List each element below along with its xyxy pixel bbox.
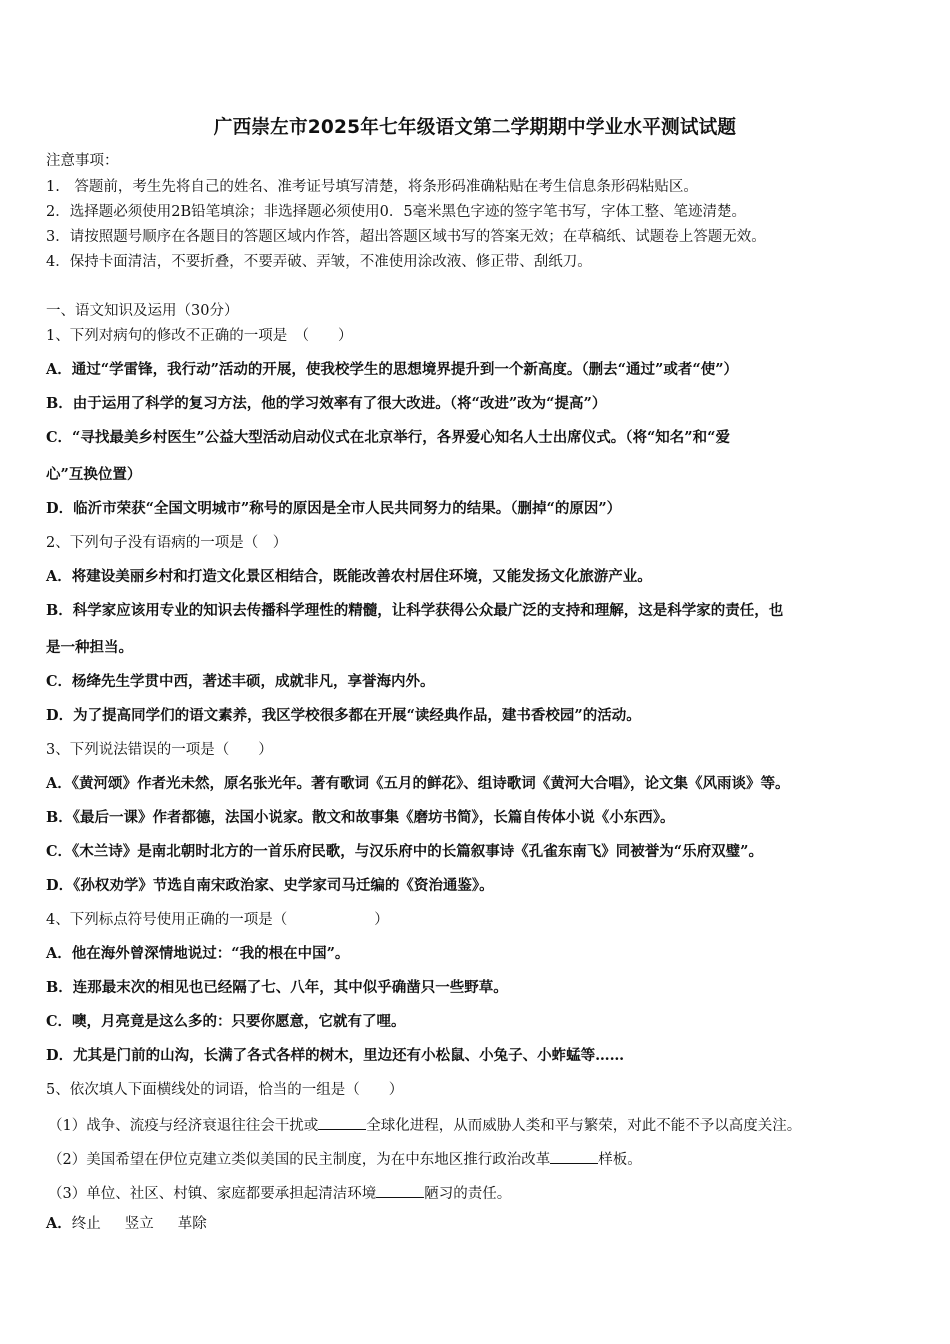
option-a-word-1: 终止 (71, 1216, 101, 1232)
question-2-option-b-continued: 是一种担当。 (46, 639, 133, 656)
question-1-option-d: D．临沂市荣获“全国文明城市”称号的原因是全市人民共同努力的结果。（删掉“的原因”） (46, 500, 622, 517)
question-5-stem: 5、依次填人下面横线处的词语，恰当的一组是（ ） (46, 1082, 404, 1098)
question-3-option-d: D．《孙权劝学》节选自南宋政治家、史学家司马迁编的《资治通鉴》。 (46, 877, 494, 894)
option-a-label: A． (46, 1215, 72, 1232)
question-3-option-b: B．《最后一课》作者都德，法国小说家。散文和故事集《磨坊书简》，长篇自传体小说《小东西》。 (46, 809, 675, 826)
fill-blank (550, 1149, 598, 1164)
question-1-option-a: A．通过“学雷锋，我行动”活动的开展，使我校学生的思想境界提升到一个新高度。（删去“通过”或者“使”） (46, 361, 739, 378)
note-item-1: 1. 答题前，考生先将自己的姓名、准考证号填写清楚，将条形码准确粘贴在考生信息条形码粘贴区。 (46, 179, 698, 195)
sentence-3-before-blank: （3）单位、社区、村镇、家庭都要承担起清洁环境 (48, 1186, 377, 1202)
question-5-option-a (46, 1215, 207, 1233)
fill-blank (318, 1115, 366, 1130)
option-a-word-2: 竖立 (124, 1216, 154, 1232)
question-4-stem: 4、下列标点符号使用正确的一项是（ ） (46, 912, 389, 928)
question-5-sentence-1 (48, 1115, 801, 1135)
question-3-option-a: A．《黄河颂》作者光未然，原名张光年。著有歌词《五月的鲜花》、组诗歌词《黄河大合唱》，论文集《风雨谈》等。 (46, 775, 790, 792)
question-1-option-b: B．由于运用了科学的复习方法，他的学习效率有了很大改进。（将“改进”改为“提高”） (46, 395, 607, 412)
notes-heading: 注意事项： (46, 153, 119, 169)
question-3-stem: 3、下列说法错误的一项是（ ） (46, 742, 273, 758)
sentence-1-after-blank: 全球化进程，从而威胁人类和平与繁荣，对此不能不予以高度关注。 (366, 1118, 802, 1134)
question-5-sentence-2 (48, 1149, 642, 1169)
sentence-2-after-blank: 样板。 (598, 1152, 642, 1168)
question-4-option-a: A．他在海外曾深情地说过：“我的根在中国”。 (46, 945, 350, 962)
fill-blank (376, 1183, 424, 1198)
question-2-option-d: D．为了提高同学们的语文素养，我区学校很多都在开展“读经典作品，建书香校园”的活动。 (46, 707, 641, 724)
page-title: 广西崇左市2025年七年级语文第二学期期中学业水平测试试题 (213, 116, 737, 138)
option-a-word-3: 革除 (177, 1216, 207, 1232)
note-item-3: 3．请按照题号顺序在各题目的答题区域内作答，超出答题区域书写的答案无效；在草稿纸、试题卷上答题无效。 (46, 229, 766, 245)
question-4-option-b: B．连那最末次的相见也已经隔了七、八年，其中似乎确凿只一些野草。 (46, 979, 508, 996)
question-3-option-c: C．《木兰诗》是南北朝时北方的一首乐府民歌，与汉乐府中的长篇叙事诗《孔雀东南飞》同被誉为“乐府双璧”。 (46, 843, 763, 860)
question-2-stem: 2、下列句子没有语病的一项是（ ） (46, 535, 288, 551)
note-item-2: 2．选择题必须使用2B铅笔填涂；非选择题必须使用0．5毫米黑色字迹的签字笔书写，字体工整、笔迹清楚。 (46, 204, 747, 220)
question-1-option-c: C．“寻找最美乡村医生”公益大型活动启动仪式在北京举行，各界爱心知名人士出席仪式。（将“知名”和“爱 (46, 429, 730, 446)
section-heading: 一、语文知识及运用（30分） (46, 303, 239, 319)
note-item-4: 4．保持卡面清洁，不要折叠，不要弄破、弄皱，不准使用涂改液、修正带、刮纸刀。 (46, 254, 592, 270)
question-4-option-d: D．尤其是门前的山沟，长满了各式各样的树木，里边还有小松鼠、小兔子、小蚱蜢等…… (46, 1047, 625, 1064)
question-2-option-a: A．将建设美丽乡村和打造文化景区相结合，既能改善农村居住环境，又能发扬文化旅游产业。 (46, 568, 652, 585)
sentence-1-before-blank: （1）战争、流疫与经济衰退往往会干扰或 (48, 1118, 319, 1134)
question-1-stem: 1、下列对病句的修改不正确的一项是 （ ） (46, 328, 353, 344)
question-2-option-b: B．科学家应该用专业的知识去传播科学理性的精髓，让科学获得公众最广泛的支持和理解，这是科学家的责任，也 (46, 602, 784, 619)
question-4-option-c: C．噢，月亮竟是这么多的：只要你愿意，它就有了哩。 (46, 1013, 406, 1030)
question-1-option-c-continued: 心”互换位置） (46, 466, 142, 483)
sentence-3-after-blank: 陋习的责任。 (424, 1186, 512, 1202)
sentence-2-before-blank: （2）美国希望在伊位克建立类似美国的民主制度，为在中东地区推行政治改革 (48, 1152, 551, 1168)
question-5-sentence-3 (48, 1183, 511, 1203)
question-2-option-c: C．杨绛先生学贯中西，著述丰硕，成就非凡，享誉海内外。 (46, 673, 435, 690)
